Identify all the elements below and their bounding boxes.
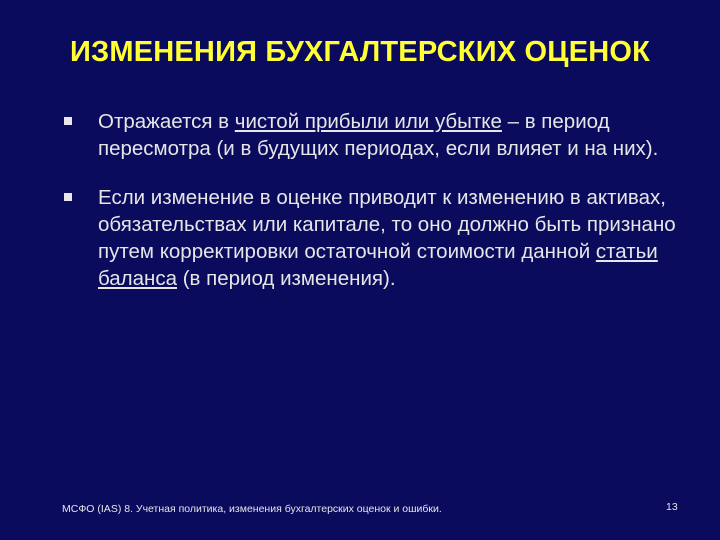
underlined-term: чистой прибыли или убытке xyxy=(234,110,502,133)
square-bullet-icon xyxy=(64,117,72,125)
footer-caption: МСФО (IAS) 8. Учетная политика, изменения бухгалтерских оценок и ошибки. xyxy=(62,503,442,515)
bullet-item xyxy=(62,108,682,162)
bullet-text xyxy=(98,108,682,162)
bullet-list xyxy=(62,108,682,314)
bullet-item xyxy=(62,184,682,292)
square-bullet-icon xyxy=(64,193,72,201)
slide-title: ИЗМЕНЕНИЯ БУХГАЛТЕРСКИХ ОЦЕНОК xyxy=(69,36,651,68)
bullet-text xyxy=(98,184,682,292)
text-segment: (в период изменения). xyxy=(177,267,396,290)
text-segment: Отражается в xyxy=(98,110,235,133)
page-number: 13 xyxy=(666,501,678,513)
underlined-term: статьи баланса xyxy=(98,240,658,290)
text-segment: Если изменение в оценке приводит к изменению в активах, обязательствах или капитале, то оно должно быть признано путем корректировки остаточной стоимости данной xyxy=(98,186,676,263)
text-segment: – в период пересмотра (и в будущих периодах, если влияет и на них). xyxy=(98,110,659,160)
